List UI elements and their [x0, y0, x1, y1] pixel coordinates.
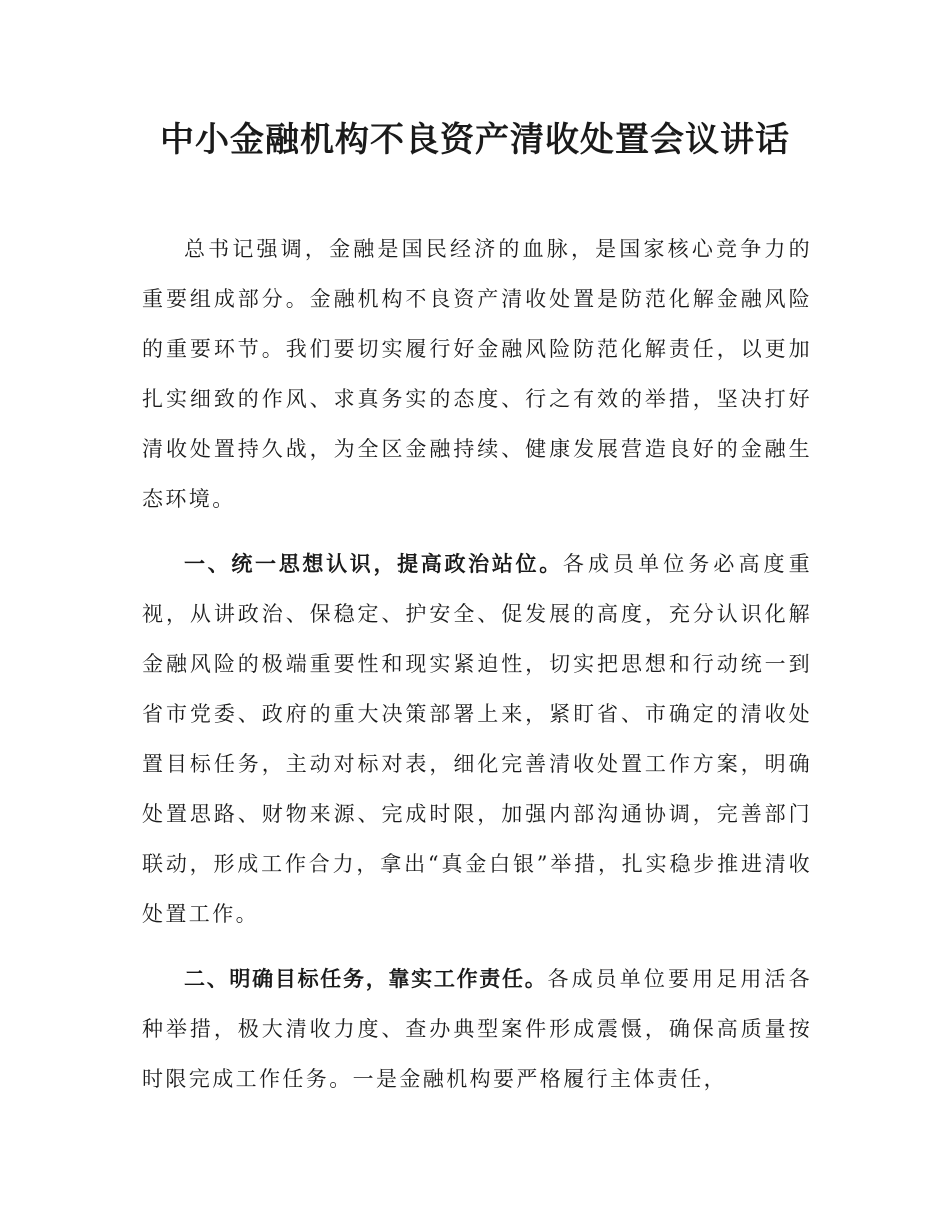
document-body [142, 224, 812, 1104]
paragraph-section-1 [142, 539, 812, 939]
section-heading: 二、明确目标任务，靠实工作责任。 [184, 967, 548, 991]
paragraph-intro [142, 224, 812, 524]
paragraph-section-2 [142, 954, 812, 1104]
paragraph-text: 各成员单位要用足用活各种举措，极大清收力度、查办典型案件形成震慑，确保高质量按时限完成工作任务。一是金融机构要严格履行主体责任， [142, 967, 813, 1091]
section-heading: 一、统一思想认识，提高政治站位。 [184, 552, 563, 576]
document-title: 中小金融机构不良资产清收处置会议讲话 [160, 120, 790, 160]
paragraph-text: 各成员单位务必高度重视，从讲政治、保稳定、护安全、促发展的高度，充分认识化解金融风险的极端重要性和现实紧迫性，切实把思想和行动统一到省市党委、政府的重大决策部署上来，紧盯省、市确定的清收处置目标任务，主动对标对表，细化完善清收处置工作方案，明确处置思路、财物来源、完成时限，加强内部沟通协调，完善部门联动，形成工作合力，拿出“真金白银”举措，扎实稳步推进清收处置工作。 [142, 552, 813, 926]
paragraph-text: 总书记强调，金融是国民经济的血脉，是国家核心竞争力的重要组成部分。金融机构不良资产清收处置是防范化解金融风险的重要环节。我们要切实履行好金融风险防范化解责任，以更加扎实细致的作风、求真务实的态度、行之有效的举措，坚决打好清收处置持久战，为全区金融持续、健康发展营造良好的金融生态环境。 [142, 237, 812, 511]
